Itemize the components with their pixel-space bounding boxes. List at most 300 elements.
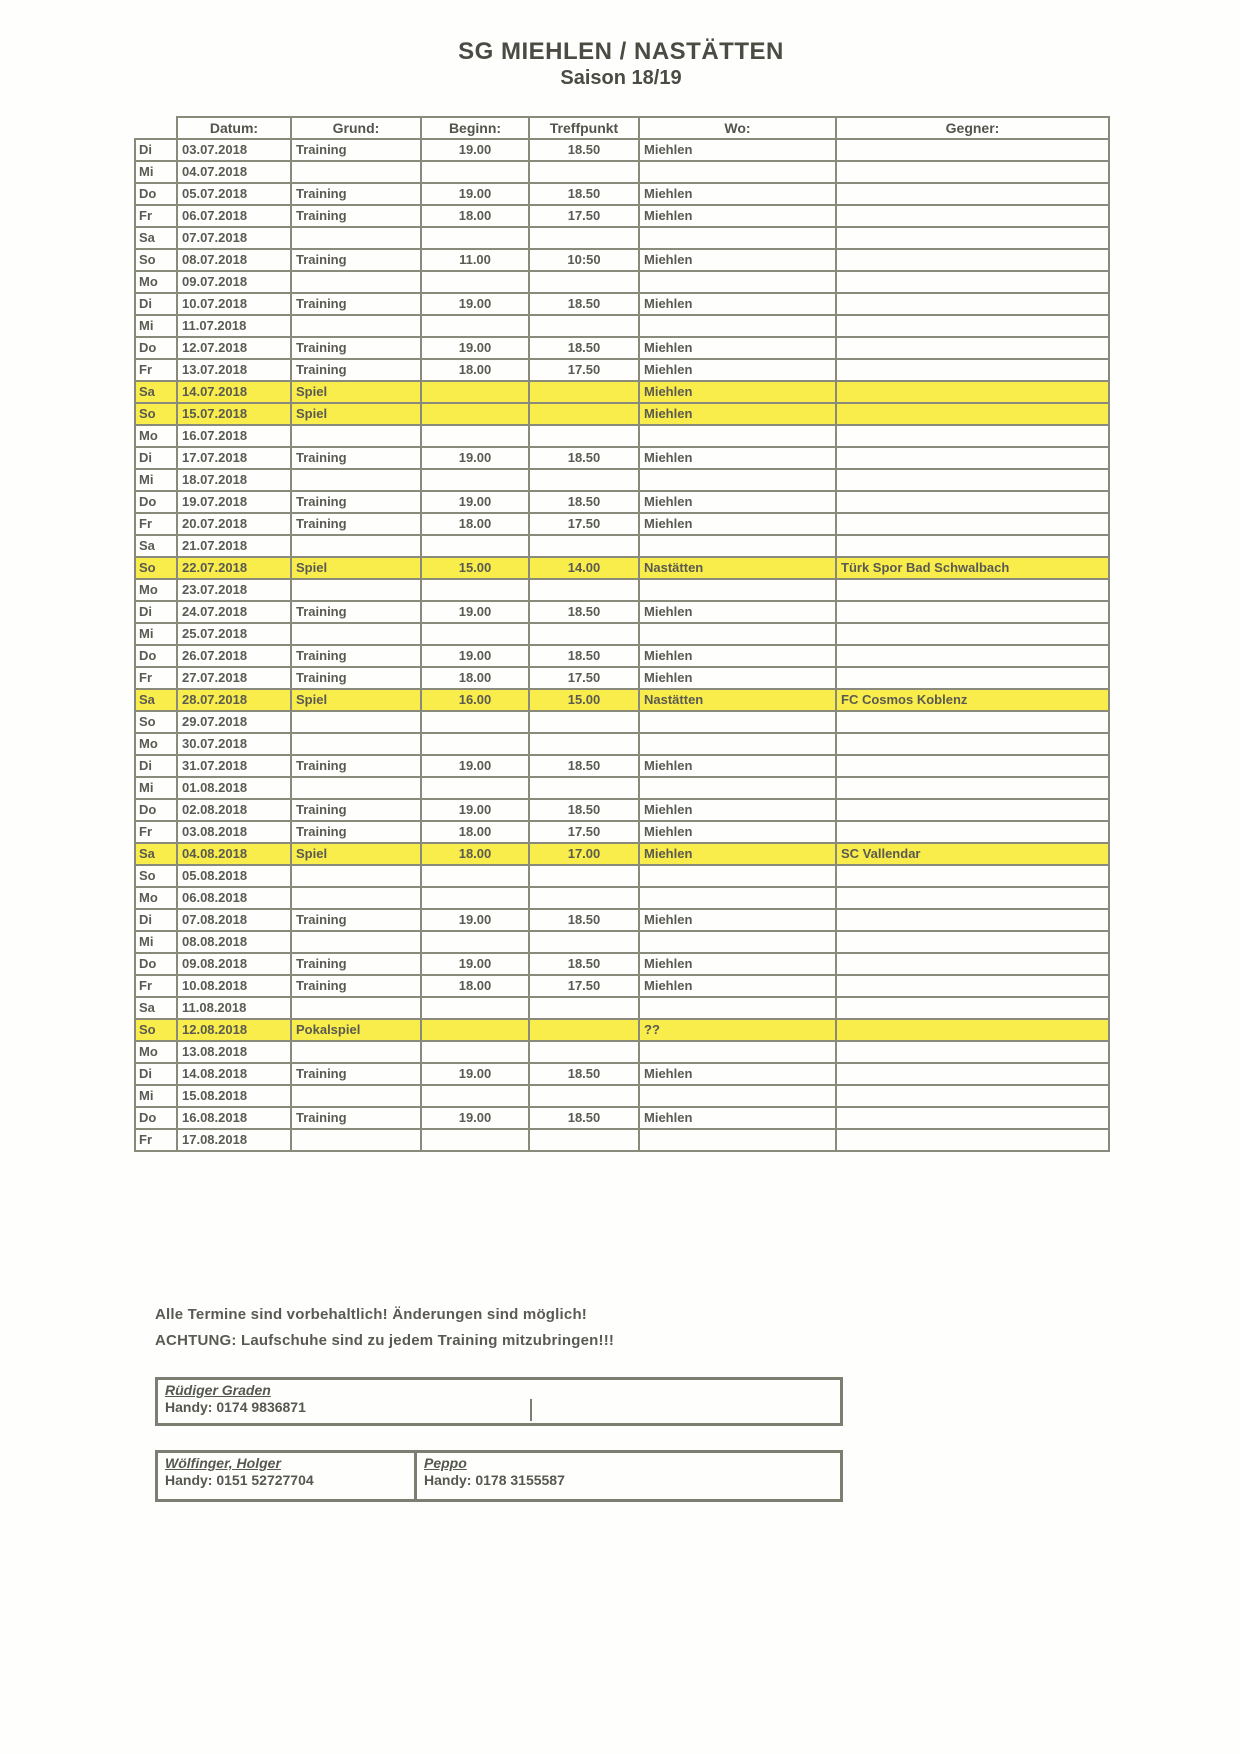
cell-datum: 17.07.2018 <box>177 447 291 469</box>
schedule-row <box>135 161 1109 183</box>
cell-datum: 03.07.2018 <box>177 139 291 161</box>
schedule-row <box>135 667 1109 689</box>
cell-day: Sa <box>135 689 177 711</box>
cell-grund: Training <box>291 799 421 821</box>
schedule-row <box>135 1041 1109 1063</box>
cell-gegner <box>836 887 1109 909</box>
cell-wo: Miehlen <box>639 447 836 469</box>
cell-datum: 11.07.2018 <box>177 315 291 337</box>
cell-wo: Miehlen <box>639 205 836 227</box>
cell-datum: 09.07.2018 <box>177 271 291 293</box>
cell-gegner <box>836 381 1109 403</box>
cell-treffpunkt: 18.50 <box>529 1063 639 1085</box>
cell-grund: Training <box>291 337 421 359</box>
cell-beginn <box>421 271 529 293</box>
cell-grund <box>291 623 421 645</box>
cell-gegner <box>836 1041 1109 1063</box>
cell-day: Mi <box>135 931 177 953</box>
cell-day: Fr <box>135 975 177 997</box>
cell-day: Do <box>135 953 177 975</box>
cell-gegner <box>836 799 1109 821</box>
schedule-row <box>135 1019 1109 1041</box>
cell-treffpunkt: 17.50 <box>529 513 639 535</box>
cell-wo: Miehlen <box>639 139 836 161</box>
cell-grund: Training <box>291 821 421 843</box>
schedule-row <box>135 513 1109 535</box>
cell-grund <box>291 535 421 557</box>
cell-day: Di <box>135 601 177 623</box>
cell-datum: 23.07.2018 <box>177 579 291 601</box>
cell-gegner <box>836 975 1109 997</box>
schedule-row <box>135 887 1109 909</box>
cell-treffpunkt <box>529 997 639 1019</box>
cell-day: Fr <box>135 821 177 843</box>
cell-beginn: 19.00 <box>421 447 529 469</box>
cell-treffpunkt <box>529 161 639 183</box>
cell-treffpunkt <box>529 315 639 337</box>
schedule-row <box>135 1063 1109 1085</box>
cell-beginn: 11.00 <box>421 249 529 271</box>
cell-wo: Miehlen <box>639 953 836 975</box>
schedule-table <box>134 116 1110 1152</box>
cell-datum: 13.08.2018 <box>177 1041 291 1063</box>
cell-datum: 05.08.2018 <box>177 865 291 887</box>
cell-wo: Miehlen <box>639 667 836 689</box>
cell-treffpunkt <box>529 469 639 491</box>
contact-phone: Handy: 0174 9836871 <box>165 1399 306 1415</box>
cell-wo <box>639 227 836 249</box>
cell-wo: Miehlen <box>639 513 836 535</box>
cell-grund: Training <box>291 601 421 623</box>
cell-gegner <box>836 205 1109 227</box>
cell-treffpunkt <box>529 425 639 447</box>
cell-datum: 14.08.2018 <box>177 1063 291 1085</box>
cell-datum: 24.07.2018 <box>177 601 291 623</box>
cell-beginn: 19.00 <box>421 909 529 931</box>
cell-grund <box>291 227 421 249</box>
header-datum: Datum: <box>177 117 291 139</box>
cell-grund: Training <box>291 667 421 689</box>
cell-grund <box>291 931 421 953</box>
cell-beginn: 18.00 <box>421 975 529 997</box>
cell-grund <box>291 777 421 799</box>
cell-grund: Spiel <box>291 843 421 865</box>
cell-wo: ?? <box>639 1019 836 1041</box>
cell-day: Fr <box>135 513 177 535</box>
cell-grund <box>291 315 421 337</box>
cell-day: Sa <box>135 843 177 865</box>
cell-datum: 13.07.2018 <box>177 359 291 381</box>
cell-beginn: 18.00 <box>421 667 529 689</box>
cell-beginn <box>421 1129 529 1151</box>
contact-phone: Handy: 0151 52727704 <box>165 1472 314 1488</box>
schedule-row <box>135 865 1109 887</box>
cell-day: Do <box>135 337 177 359</box>
cell-wo <box>639 161 836 183</box>
cell-beginn <box>421 1041 529 1063</box>
schedule-row <box>135 337 1109 359</box>
cell-wo <box>639 865 836 887</box>
header-treffpunkt: Treffpunkt <box>529 117 639 139</box>
cell-gegner <box>836 491 1109 513</box>
cell-day: Do <box>135 799 177 821</box>
cell-beginn <box>421 227 529 249</box>
cell-datum: 10.07.2018 <box>177 293 291 315</box>
cell-grund <box>291 161 421 183</box>
cell-datum: 18.07.2018 <box>177 469 291 491</box>
cell-datum: 03.08.2018 <box>177 821 291 843</box>
cell-day: Mi <box>135 1085 177 1107</box>
cell-grund: Training <box>291 953 421 975</box>
cell-gegner <box>836 447 1109 469</box>
cell-beginn: 19.00 <box>421 337 529 359</box>
cell-grund: Spiel <box>291 557 421 579</box>
cell-beginn: 19.00 <box>421 139 529 161</box>
header-beginn: Beginn: <box>421 117 529 139</box>
cell-beginn: 19.00 <box>421 183 529 205</box>
schedule-row <box>135 733 1109 755</box>
schedule-row <box>135 689 1109 711</box>
cell-treffpunkt: 18.50 <box>529 601 639 623</box>
day-column-spacer <box>135 117 177 139</box>
cell-treffpunkt <box>529 1041 639 1063</box>
cell-grund: Training <box>291 293 421 315</box>
contact-name: Peppo <box>424 1455 467 1471</box>
cell-day: Do <box>135 1107 177 1129</box>
schedule-row <box>135 491 1109 513</box>
cell-wo <box>639 733 836 755</box>
cell-datum: 12.08.2018 <box>177 1019 291 1041</box>
cell-day: So <box>135 249 177 271</box>
schedule-row <box>135 315 1109 337</box>
cell-day: Di <box>135 293 177 315</box>
cell-day: Do <box>135 491 177 513</box>
note-line-2: ACHTUNG: Laufschuhe sind zu jedem Training mitzubringen!!! <box>155 1332 615 1349</box>
cell-beginn <box>421 733 529 755</box>
cell-datum: 16.07.2018 <box>177 425 291 447</box>
cell-treffpunkt <box>529 271 639 293</box>
schedule-row <box>135 293 1109 315</box>
cell-gegner <box>836 601 1109 623</box>
cell-wo: Miehlen <box>639 821 836 843</box>
cell-gegner <box>836 293 1109 315</box>
cell-treffpunkt <box>529 535 639 557</box>
cell-treffpunkt: 15.00 <box>529 689 639 711</box>
cell-grund: Training <box>291 909 421 931</box>
cell-gegner <box>836 777 1109 799</box>
cell-gegner <box>836 623 1109 645</box>
cell-gegner <box>836 667 1109 689</box>
cell-grund: Training <box>291 513 421 535</box>
cell-datum: 27.07.2018 <box>177 667 291 689</box>
schedule-row <box>135 953 1109 975</box>
cell-wo: Miehlen <box>639 183 836 205</box>
cell-gegner: FC Cosmos Koblenz <box>836 689 1109 711</box>
cell-treffpunkt: 10:50 <box>529 249 639 271</box>
cell-wo <box>639 1129 836 1151</box>
cell-treffpunkt: 17.50 <box>529 975 639 997</box>
cell-beginn: 18.00 <box>421 843 529 865</box>
cell-grund: Spiel <box>291 689 421 711</box>
cell-day: Di <box>135 909 177 931</box>
cell-wo: Miehlen <box>639 1107 836 1129</box>
cell-datum: 05.07.2018 <box>177 183 291 205</box>
cell-day: Sa <box>135 535 177 557</box>
cell-day: Do <box>135 645 177 667</box>
cell-gegner <box>836 931 1109 953</box>
cell-beginn: 19.00 <box>421 645 529 667</box>
cell-treffpunkt: 18.50 <box>529 645 639 667</box>
cell-gegner <box>836 315 1109 337</box>
schedule-row <box>135 425 1109 447</box>
cell-gegner <box>836 997 1109 1019</box>
schedule-row <box>135 997 1109 1019</box>
cell-gegner <box>836 337 1109 359</box>
cell-grund: Spiel <box>291 381 421 403</box>
cell-grund <box>291 1085 421 1107</box>
cell-grund <box>291 469 421 491</box>
cell-grund: Training <box>291 183 421 205</box>
cell-treffpunkt: 14.00 <box>529 557 639 579</box>
cell-grund: Training <box>291 249 421 271</box>
cell-day: Mi <box>135 161 177 183</box>
cell-grund <box>291 1041 421 1063</box>
cell-grund <box>291 425 421 447</box>
cell-day: Di <box>135 447 177 469</box>
cell-grund: Training <box>291 205 421 227</box>
cell-treffpunkt: 17.50 <box>529 205 639 227</box>
cell-wo <box>639 271 836 293</box>
cell-gegner <box>836 183 1109 205</box>
cell-treffpunkt: 17.50 <box>529 359 639 381</box>
cell-wo <box>639 777 836 799</box>
cell-wo: Miehlen <box>639 491 836 513</box>
cell-treffpunkt <box>529 865 639 887</box>
cell-grund: Training <box>291 491 421 513</box>
cell-wo <box>639 623 836 645</box>
cell-beginn: 19.00 <box>421 1107 529 1129</box>
cell-gegner <box>836 1129 1109 1151</box>
schedule-header-row <box>135 117 1109 139</box>
cell-gegner <box>836 469 1109 491</box>
cell-day: Mo <box>135 733 177 755</box>
cell-beginn <box>421 469 529 491</box>
schedule-row <box>135 227 1109 249</box>
schedule-row <box>135 645 1109 667</box>
cell-treffpunkt: 18.50 <box>529 337 639 359</box>
cell-wo: Miehlen <box>639 843 836 865</box>
cell-treffpunkt: 17.00 <box>529 843 639 865</box>
cell-gegner <box>836 1019 1109 1041</box>
cell-wo: Miehlen <box>639 601 836 623</box>
cell-gegner <box>836 733 1109 755</box>
schedule-row <box>135 403 1109 425</box>
schedule-row <box>135 1107 1109 1129</box>
cell-gegner <box>836 865 1109 887</box>
cell-datum: 28.07.2018 <box>177 689 291 711</box>
cell-grund <box>291 733 421 755</box>
cell-day: So <box>135 403 177 425</box>
cell-datum: 06.07.2018 <box>177 205 291 227</box>
cell-grund: Training <box>291 447 421 469</box>
schedule-row <box>135 271 1109 293</box>
cell-beginn: 18.00 <box>421 513 529 535</box>
cell-datum: 29.07.2018 <box>177 711 291 733</box>
cell-wo: Miehlen <box>639 359 836 381</box>
cell-treffpunkt: 18.50 <box>529 139 639 161</box>
cell-treffpunkt: 17.50 <box>529 821 639 843</box>
schedule-row <box>135 447 1109 469</box>
cell-treffpunkt <box>529 623 639 645</box>
header-grund: Grund: <box>291 117 421 139</box>
cell-gegner <box>836 161 1109 183</box>
cell-gegner <box>836 755 1109 777</box>
cell-day: Fr <box>135 667 177 689</box>
cell-beginn: 19.00 <box>421 953 529 975</box>
schedule-row <box>135 843 1109 865</box>
schedule-row <box>135 535 1109 557</box>
cell-wo <box>639 887 836 909</box>
cell-wo: Miehlen <box>639 975 836 997</box>
cell-beginn <box>421 865 529 887</box>
cell-beginn: 18.00 <box>421 821 529 843</box>
cell-day: Do <box>135 183 177 205</box>
contact-name: Rüdiger Graden <box>165 1382 271 1398</box>
cell-treffpunkt: 18.50 <box>529 1107 639 1129</box>
cell-grund <box>291 1129 421 1151</box>
cell-gegner <box>836 359 1109 381</box>
cell-beginn <box>421 535 529 557</box>
cell-day: Mi <box>135 315 177 337</box>
cell-beginn <box>421 623 529 645</box>
cell-beginn: 18.00 <box>421 359 529 381</box>
cell-treffpunkt: 18.50 <box>529 799 639 821</box>
cell-datum: 06.08.2018 <box>177 887 291 909</box>
cell-day: Mi <box>135 469 177 491</box>
header-gegner: Gegner: <box>836 117 1109 139</box>
cell-datum: 11.08.2018 <box>177 997 291 1019</box>
schedule-row <box>135 623 1109 645</box>
cell-wo <box>639 931 836 953</box>
cell-wo <box>639 425 836 447</box>
cell-beginn: 15.00 <box>421 557 529 579</box>
cell-treffpunkt <box>529 579 639 601</box>
note-line-1: Alle Termine sind vorbehaltlich! Änderungen sind möglich! <box>155 1306 588 1323</box>
cell-treffpunkt <box>529 733 639 755</box>
cell-gegner <box>836 227 1109 249</box>
cell-treffpunkt: 18.50 <box>529 909 639 931</box>
cell-gegner <box>836 535 1109 557</box>
cell-beginn: 16.00 <box>421 689 529 711</box>
cell-beginn: 19.00 <box>421 799 529 821</box>
schedule-row <box>135 205 1109 227</box>
cell-grund <box>291 711 421 733</box>
cell-treffpunkt: 18.50 <box>529 293 639 315</box>
cell-day: So <box>135 1019 177 1041</box>
cell-gegner <box>836 1107 1109 1129</box>
schedule-row <box>135 931 1109 953</box>
cell-gegner <box>836 711 1109 733</box>
schedule-row <box>135 601 1109 623</box>
contact-box-ruediger <box>155 1377 843 1426</box>
contact-box-divider <box>530 1399 532 1421</box>
cell-wo: Miehlen <box>639 1063 836 1085</box>
schedule-body <box>135 139 1109 1151</box>
schedule-row <box>135 1129 1109 1151</box>
schedule-row <box>135 579 1109 601</box>
cell-datum: 26.07.2018 <box>177 645 291 667</box>
cell-day: Di <box>135 139 177 161</box>
cell-wo <box>639 997 836 1019</box>
cell-day: Fr <box>135 359 177 381</box>
header-wo: Wo: <box>639 117 836 139</box>
cell-treffpunkt <box>529 381 639 403</box>
cell-gegner <box>836 579 1109 601</box>
cell-grund: Training <box>291 1107 421 1129</box>
cell-datum: 12.07.2018 <box>177 337 291 359</box>
cell-gegner <box>836 513 1109 535</box>
cell-wo: Nastätten <box>639 557 836 579</box>
cell-datum: 15.07.2018 <box>177 403 291 425</box>
cell-grund: Training <box>291 359 421 381</box>
cell-beginn: 19.00 <box>421 293 529 315</box>
cell-datum: 07.08.2018 <box>177 909 291 931</box>
cell-gegner <box>836 1063 1109 1085</box>
cell-gegner <box>836 909 1109 931</box>
contact-box-trainers <box>155 1450 843 1502</box>
cell-beginn <box>421 711 529 733</box>
cell-beginn <box>421 1085 529 1107</box>
schedule-row <box>135 777 1109 799</box>
cell-beginn: 19.00 <box>421 1063 529 1085</box>
contact-phone: Handy: 0178 3155587 <box>424 1472 565 1488</box>
cell-wo: Nastätten <box>639 689 836 711</box>
cell-treffpunkt <box>529 931 639 953</box>
schedule-row <box>135 557 1109 579</box>
schedule-row <box>135 183 1109 205</box>
cell-grund <box>291 271 421 293</box>
cell-grund <box>291 997 421 1019</box>
cell-datum: 01.08.2018 <box>177 777 291 799</box>
cell-beginn: 18.00 <box>421 205 529 227</box>
cell-treffpunkt <box>529 711 639 733</box>
cell-gegner <box>836 249 1109 271</box>
cell-wo: Miehlen <box>639 645 836 667</box>
cell-datum: 25.07.2018 <box>177 623 291 645</box>
cell-grund: Spiel <box>291 403 421 425</box>
cell-gegner <box>836 821 1109 843</box>
cell-wo: Miehlen <box>639 249 836 271</box>
schedule-row <box>135 799 1109 821</box>
cell-wo: Miehlen <box>639 381 836 403</box>
cell-wo: Miehlen <box>639 799 836 821</box>
cell-datum: 04.07.2018 <box>177 161 291 183</box>
cell-datum: 30.07.2018 <box>177 733 291 755</box>
cell-day: Mo <box>135 271 177 293</box>
cell-wo <box>639 579 836 601</box>
cell-gegner: Türk Spor Bad Schwalbach <box>836 557 1109 579</box>
cell-datum: 07.07.2018 <box>177 227 291 249</box>
cell-gegner <box>836 953 1109 975</box>
cell-grund: Training <box>291 755 421 777</box>
cell-day: Di <box>135 1063 177 1085</box>
schedule-row <box>135 975 1109 997</box>
cell-beginn <box>421 315 529 337</box>
schedule-row <box>135 139 1109 161</box>
schedule-row <box>135 381 1109 403</box>
cell-grund: Pokalspiel <box>291 1019 421 1041</box>
cell-treffpunkt <box>529 227 639 249</box>
